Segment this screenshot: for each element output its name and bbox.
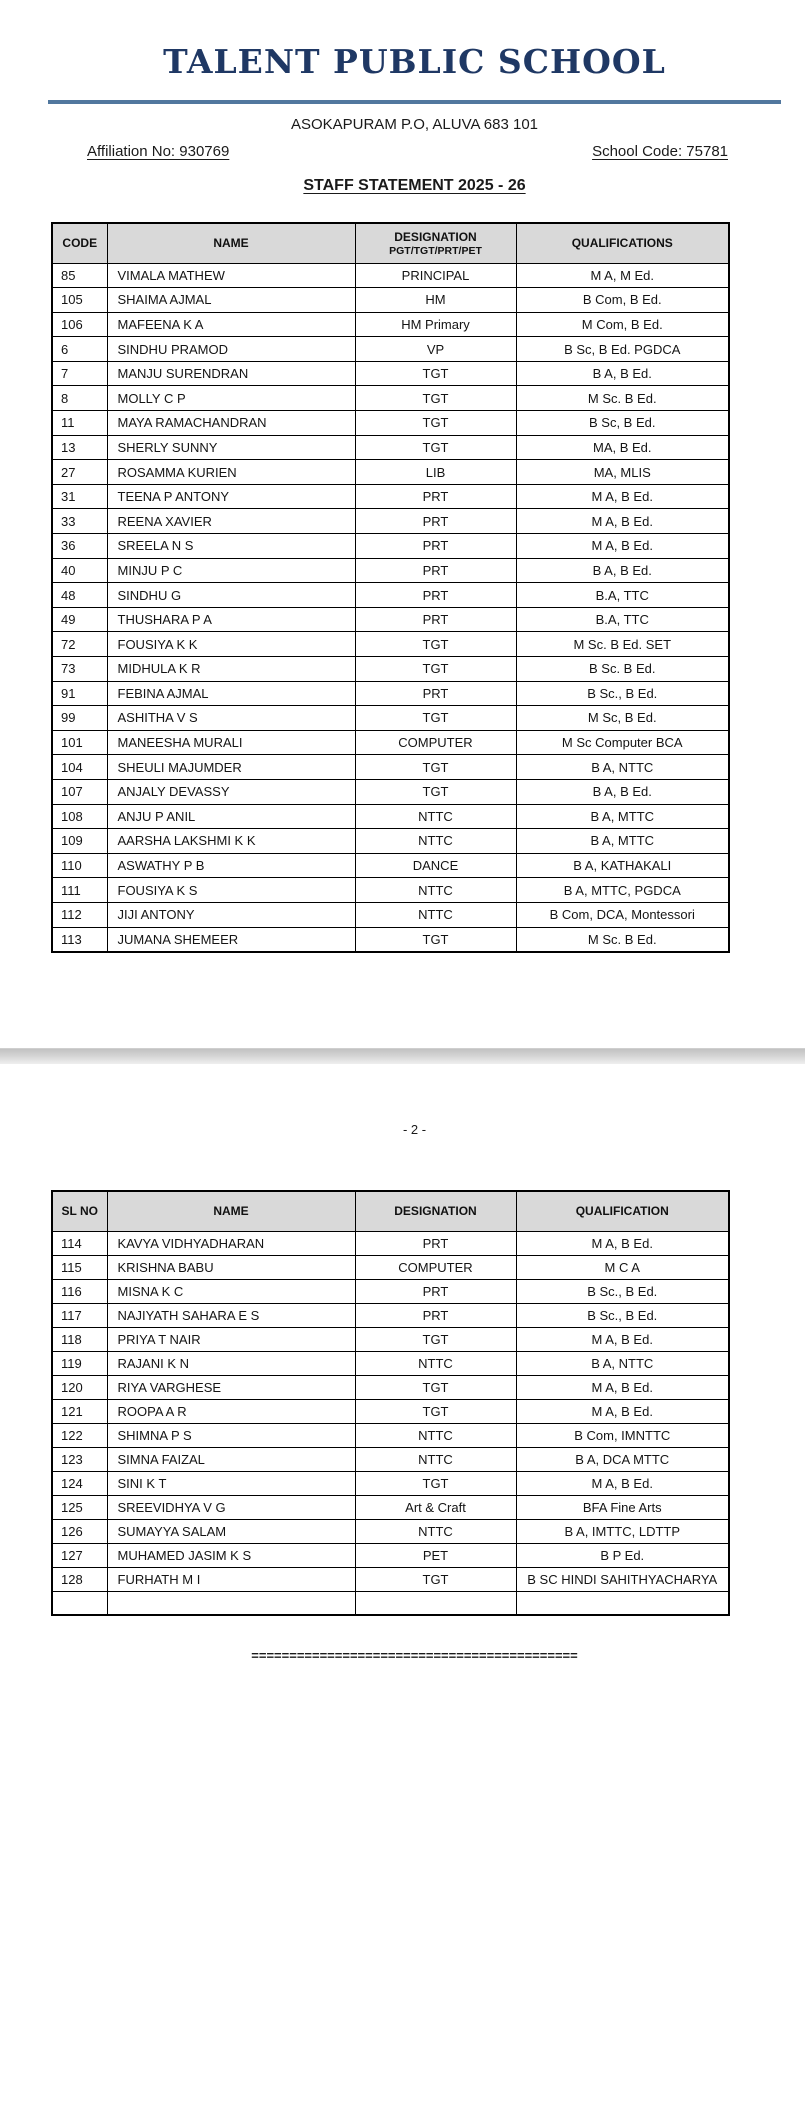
table-cell: NTTC [355, 1423, 516, 1447]
table-cell: TGT [355, 927, 516, 952]
table-cell: THUSHARA P A [107, 607, 355, 632]
table-cell: MISNA K C [107, 1279, 355, 1303]
table-cell: 112 [52, 902, 107, 927]
column-header: NAME [107, 223, 355, 263]
table-cell: ANJU P ANIL [107, 804, 355, 829]
table-cell: TEENA P ANTONY [107, 484, 355, 509]
table-cell: PRT [355, 484, 516, 509]
table-cell: 117 [52, 1303, 107, 1327]
table-cell: TGT [355, 779, 516, 804]
table-cell: 110 [52, 853, 107, 878]
table-cell: TGT [355, 435, 516, 460]
meta-row [48, 143, 781, 165]
table-cell: M C A [516, 1255, 729, 1279]
table-cell: 33 [52, 509, 107, 534]
table-cell: MANJU SURENDRAN [107, 361, 355, 386]
table-cell: NTTC [355, 1519, 516, 1543]
table-cell: TGT [355, 1327, 516, 1351]
table-cell: B A, KATHAKALI [516, 853, 729, 878]
table-cell: AARSHA LAKSHMI K K [107, 829, 355, 854]
table-cell: B Com, B Ed. [516, 288, 729, 313]
table-row [52, 558, 729, 583]
table-cell: TGT [355, 706, 516, 731]
table-cell: NTTC [355, 878, 516, 903]
table-cell: FOUSIYA K K [107, 632, 355, 657]
table-cell: M Sc. B Ed. [516, 386, 729, 411]
table-cell: M Sc. B Ed. SET [516, 632, 729, 657]
table-cell: B A, B Ed. [516, 361, 729, 386]
table-cell: M A, M Ed. [516, 263, 729, 288]
table-cell: SINDHU G [107, 583, 355, 608]
table-cell: 85 [52, 263, 107, 288]
table-cell: JIJI ANTONY [107, 902, 355, 927]
table-cell: BFA Fine Arts [516, 1495, 729, 1519]
table-cell: B A, MTTC [516, 804, 729, 829]
statement-title: STAFF STATEMENT 2025 - 26 [303, 177, 526, 194]
table-cell: B P Ed. [516, 1543, 729, 1567]
table-cell: MAYA RAMACHANDRAN [107, 411, 355, 436]
table-cell: NTTC [355, 902, 516, 927]
table-cell: SHIMNA P S [107, 1423, 355, 1447]
table-cell: HM Primary [355, 312, 516, 337]
school-name-title: TALENT PUBLIC SCHOOL [163, 42, 666, 81]
table-row [52, 361, 729, 386]
table-cell: NTTC [355, 1351, 516, 1375]
table-cell: 8 [52, 386, 107, 411]
table-cell: 113 [52, 927, 107, 952]
table-cell: M A, B Ed. [516, 484, 729, 509]
table-cell: ASWATHY P B [107, 853, 355, 878]
table-row [52, 484, 729, 509]
table-cell: MOLLY C P [107, 386, 355, 411]
table-cell: B Sc., B Ed. [516, 681, 729, 706]
table-cell: TGT [355, 386, 516, 411]
table-row [52, 607, 729, 632]
table-cell: 128 [52, 1567, 107, 1591]
table-cell: MIDHULA K R [107, 657, 355, 682]
table-row [52, 288, 729, 313]
table-cell: 36 [52, 534, 107, 559]
table-cell: 119 [52, 1351, 107, 1375]
table-cell: TGT [355, 755, 516, 780]
column-header: CODE [52, 223, 107, 263]
table-cell: 126 [52, 1519, 107, 1543]
table-cell: PRT [355, 509, 516, 534]
table-row [52, 1591, 729, 1615]
table-cell: SIMNA FAIZAL [107, 1447, 355, 1471]
table-row [52, 263, 729, 288]
table-cell: B Sc., B Ed. [516, 1279, 729, 1303]
table-row [52, 583, 729, 608]
table-row [52, 779, 729, 804]
table-row [52, 312, 729, 337]
table-cell: 107 [52, 779, 107, 804]
table-row [52, 1231, 729, 1255]
table-cell: 122 [52, 1423, 107, 1447]
table-row [52, 681, 729, 706]
table-row [52, 1519, 729, 1543]
table-cell: PRINCIPAL [355, 263, 516, 288]
table-cell: B A, IMTTC, LDTTP [516, 1519, 729, 1543]
staff-table-page-1 [51, 222, 730, 953]
table-cell: HM [355, 288, 516, 313]
table-cell: NTTC [355, 1447, 516, 1471]
table-cell: RIYA VARGHESE [107, 1375, 355, 1399]
column-header: NAME [107, 1191, 355, 1231]
page-2-number: - 2 - [402, 1122, 427, 1137]
table-cell: PRT [355, 607, 516, 632]
table-cell: PRT [355, 1303, 516, 1327]
column-header: DESIGNATION [355, 1191, 516, 1231]
table-row [52, 657, 729, 682]
column-header: SL NO [52, 1191, 107, 1231]
table-cell: 115 [52, 1255, 107, 1279]
table-cell: M A, B Ed. [516, 534, 729, 559]
table-cell: PRT [355, 681, 516, 706]
table-cell: 31 [52, 484, 107, 509]
table-cell: 125 [52, 1495, 107, 1519]
table-header-row [52, 1191, 729, 1231]
table-cell: NTTC [355, 829, 516, 854]
table-cell: SHEULI MAJUMDER [107, 755, 355, 780]
table-cell: B.A, TTC [516, 607, 729, 632]
table-cell: 40 [52, 558, 107, 583]
page-separator-band [0, 1048, 805, 1064]
table-cell: M Sc, B Ed. [516, 706, 729, 731]
table-cell: MAFEENA K A [107, 312, 355, 337]
table-cell: TGT [355, 632, 516, 657]
table-cell: B Sc., B Ed. [516, 1303, 729, 1327]
table-cell: PRIYA T NAIR [107, 1327, 355, 1351]
table-cell: Art & Craft [355, 1495, 516, 1519]
table-cell: 49 [52, 607, 107, 632]
table-cell: MINJU P C [107, 558, 355, 583]
column-header-subtitle: PGT/TGT/PRT/PET [389, 244, 482, 257]
table-cell: VIMALA MATHEW [107, 263, 355, 288]
table-cell: B A, NTTC [516, 755, 729, 780]
table-cell: TGT [355, 1471, 516, 1495]
table-cell: 48 [52, 583, 107, 608]
table-cell: MUHAMED JASIM K S [107, 1543, 355, 1567]
table-cell: 124 [52, 1471, 107, 1495]
table-cell: SREELA N S [107, 534, 355, 559]
table-cell: SINI K T [107, 1471, 355, 1495]
table-cell: 73 [52, 657, 107, 682]
table-cell: 104 [52, 755, 107, 780]
table-cell [107, 1591, 355, 1615]
table-row [52, 829, 729, 854]
table-cell: MA, MLIS [516, 460, 729, 485]
table-cell: PRT [355, 1231, 516, 1255]
table-cell: B A, DCA MTTC [516, 1447, 729, 1471]
table-cell: B Com, IMNTTC [516, 1423, 729, 1447]
table-cell: 13 [52, 435, 107, 460]
table-cell: M Sc. B Ed. [516, 927, 729, 952]
table-row [52, 534, 729, 559]
table-cell: VP [355, 337, 516, 362]
table-cell: TGT [355, 657, 516, 682]
table-cell: B.A, TTC [516, 583, 729, 608]
table-cell: PRT [355, 558, 516, 583]
table-row [52, 632, 729, 657]
table-cell: M A, B Ed. [516, 1471, 729, 1495]
column-header: QUALIFICATION [516, 1191, 729, 1231]
table-cell: NAJIYATH SAHARA E S [107, 1303, 355, 1327]
table-cell: FEBINA AJMAL [107, 681, 355, 706]
table-row [52, 1255, 729, 1279]
table-cell: KRISHNA BABU [107, 1255, 355, 1279]
table-cell: M Com, B Ed. [516, 312, 729, 337]
table-row [52, 509, 729, 534]
table-row [52, 1567, 729, 1591]
table-cell: M A, B Ed. [516, 1231, 729, 1255]
table-cell: M A, B Ed. [516, 1327, 729, 1351]
table-cell: ROOPA A R [107, 1399, 355, 1423]
table-row [52, 1423, 729, 1447]
table-cell: REENA XAVIER [107, 509, 355, 534]
table-row [52, 1351, 729, 1375]
end-of-document-separator: =========================================== [251, 1648, 578, 1663]
column-header: QUALIFICATIONS [516, 223, 729, 263]
table-row [52, 337, 729, 362]
table-cell: LIB [355, 460, 516, 485]
table-cell: B A, B Ed. [516, 779, 729, 804]
table-cell [516, 1591, 729, 1615]
table-row [52, 902, 729, 927]
staff-table-page-2 [51, 1190, 730, 1616]
table-cell [355, 1591, 516, 1615]
table-cell: 11 [52, 411, 107, 436]
table-cell: TGT [355, 1567, 516, 1591]
table-cell: FURHATH M I [107, 1567, 355, 1591]
table-row [52, 1399, 729, 1423]
table-cell: 111 [52, 878, 107, 903]
table-cell: COMPUTER [355, 1255, 516, 1279]
table-cell: 123 [52, 1447, 107, 1471]
table-cell: 7 [52, 361, 107, 386]
table-row [52, 435, 729, 460]
table-cell: TGT [355, 1399, 516, 1423]
table-row [52, 1303, 729, 1327]
table-header-row [52, 223, 729, 263]
table-cell: PET [355, 1543, 516, 1567]
table-cell: SHERLY SUNNY [107, 435, 355, 460]
table-row [52, 927, 729, 952]
table-cell: 27 [52, 460, 107, 485]
table-cell: PRT [355, 583, 516, 608]
table-cell: RAJANI K N [107, 1351, 355, 1375]
table-cell: B A, NTTC [516, 1351, 729, 1375]
affiliation-number: Affiliation No: 930769 [87, 143, 230, 160]
table-cell: 114 [52, 1231, 107, 1255]
table-cell: KAVYA VIDHYADHARAN [107, 1231, 355, 1255]
table-cell: 106 [52, 312, 107, 337]
table-cell: FOUSIYA K S [107, 878, 355, 903]
table-cell: ANJALY DEVASSY [107, 779, 355, 804]
table-cell: 127 [52, 1543, 107, 1567]
table-cell: MANEESHA MURALI [107, 730, 355, 755]
table-row [52, 460, 729, 485]
table-cell: SREEVIDHYA V G [107, 1495, 355, 1519]
table-row [52, 1375, 729, 1399]
table-row [52, 1447, 729, 1471]
table-row [52, 878, 729, 903]
table-cell: COMPUTER [355, 730, 516, 755]
table-cell: 116 [52, 1279, 107, 1303]
table-row [52, 853, 729, 878]
table-row [52, 730, 729, 755]
table-cell: 72 [52, 632, 107, 657]
table-cell: 109 [52, 829, 107, 854]
table-cell: TGT [355, 361, 516, 386]
table-cell: B A, MTTC, PGDCA [516, 878, 729, 903]
table-row [52, 411, 729, 436]
column-header: DESIGNATION PGT/TGT/PRT/PET [355, 223, 516, 263]
table-cell: M A, B Ed. [516, 509, 729, 534]
table-cell: ASHITHA V S [107, 706, 355, 731]
table-cell: 101 [52, 730, 107, 755]
table-row [52, 755, 729, 780]
table-cell: 108 [52, 804, 107, 829]
table-cell: M Sc Computer BCA [516, 730, 729, 755]
table-cell: PRT [355, 534, 516, 559]
table-cell: B Com, DCA, Montessori [516, 902, 729, 927]
table-cell: SUMAYYA SALAM [107, 1519, 355, 1543]
table-row [52, 1327, 729, 1351]
table-cell: 120 [52, 1375, 107, 1399]
table-cell: DANCE [355, 853, 516, 878]
table-cell: 121 [52, 1399, 107, 1423]
table-cell: M A, B Ed. [516, 1399, 729, 1423]
table-cell [52, 1591, 107, 1615]
table-cell: JUMANA SHEMEER [107, 927, 355, 952]
table-cell: 6 [52, 337, 107, 362]
table-row [52, 386, 729, 411]
table-cell: B Sc, B Ed. [516, 411, 729, 436]
table-cell: MA, B Ed. [516, 435, 729, 460]
table-cell: SINDHU PRAMOD [107, 337, 355, 362]
table-row [52, 1543, 729, 1567]
table-cell: 118 [52, 1327, 107, 1351]
table-cell: 99 [52, 706, 107, 731]
table-cell: B Sc. B Ed. [516, 657, 729, 682]
table-row [52, 1495, 729, 1519]
table-cell: SHAIMA AJMAL [107, 288, 355, 313]
table-row [52, 1471, 729, 1495]
table-cell: 105 [52, 288, 107, 313]
table-cell: PRT [355, 1279, 516, 1303]
table-cell: TGT [355, 411, 516, 436]
school-address: ASOKAPURAM P.O, ALUVA 683 101 [290, 116, 539, 133]
table-row [52, 804, 729, 829]
table-cell: B A, B Ed. [516, 558, 729, 583]
table-cell: TGT [355, 1375, 516, 1399]
table-row [52, 1279, 729, 1303]
title-rule-divider [48, 100, 781, 104]
table-cell: B SC HINDI SAHITHYACHARYA [516, 1567, 729, 1591]
table-cell: ROSAMMA KURIEN [107, 460, 355, 485]
table-cell: NTTC [355, 804, 516, 829]
table-cell: 91 [52, 681, 107, 706]
table-cell: M A, B Ed. [516, 1375, 729, 1399]
table-row [52, 706, 729, 731]
table-cell: B A, MTTC [516, 829, 729, 854]
table-cell: B Sc, B Ed. PGDCA [516, 337, 729, 362]
school-code: School Code: 75781 [592, 143, 728, 160]
